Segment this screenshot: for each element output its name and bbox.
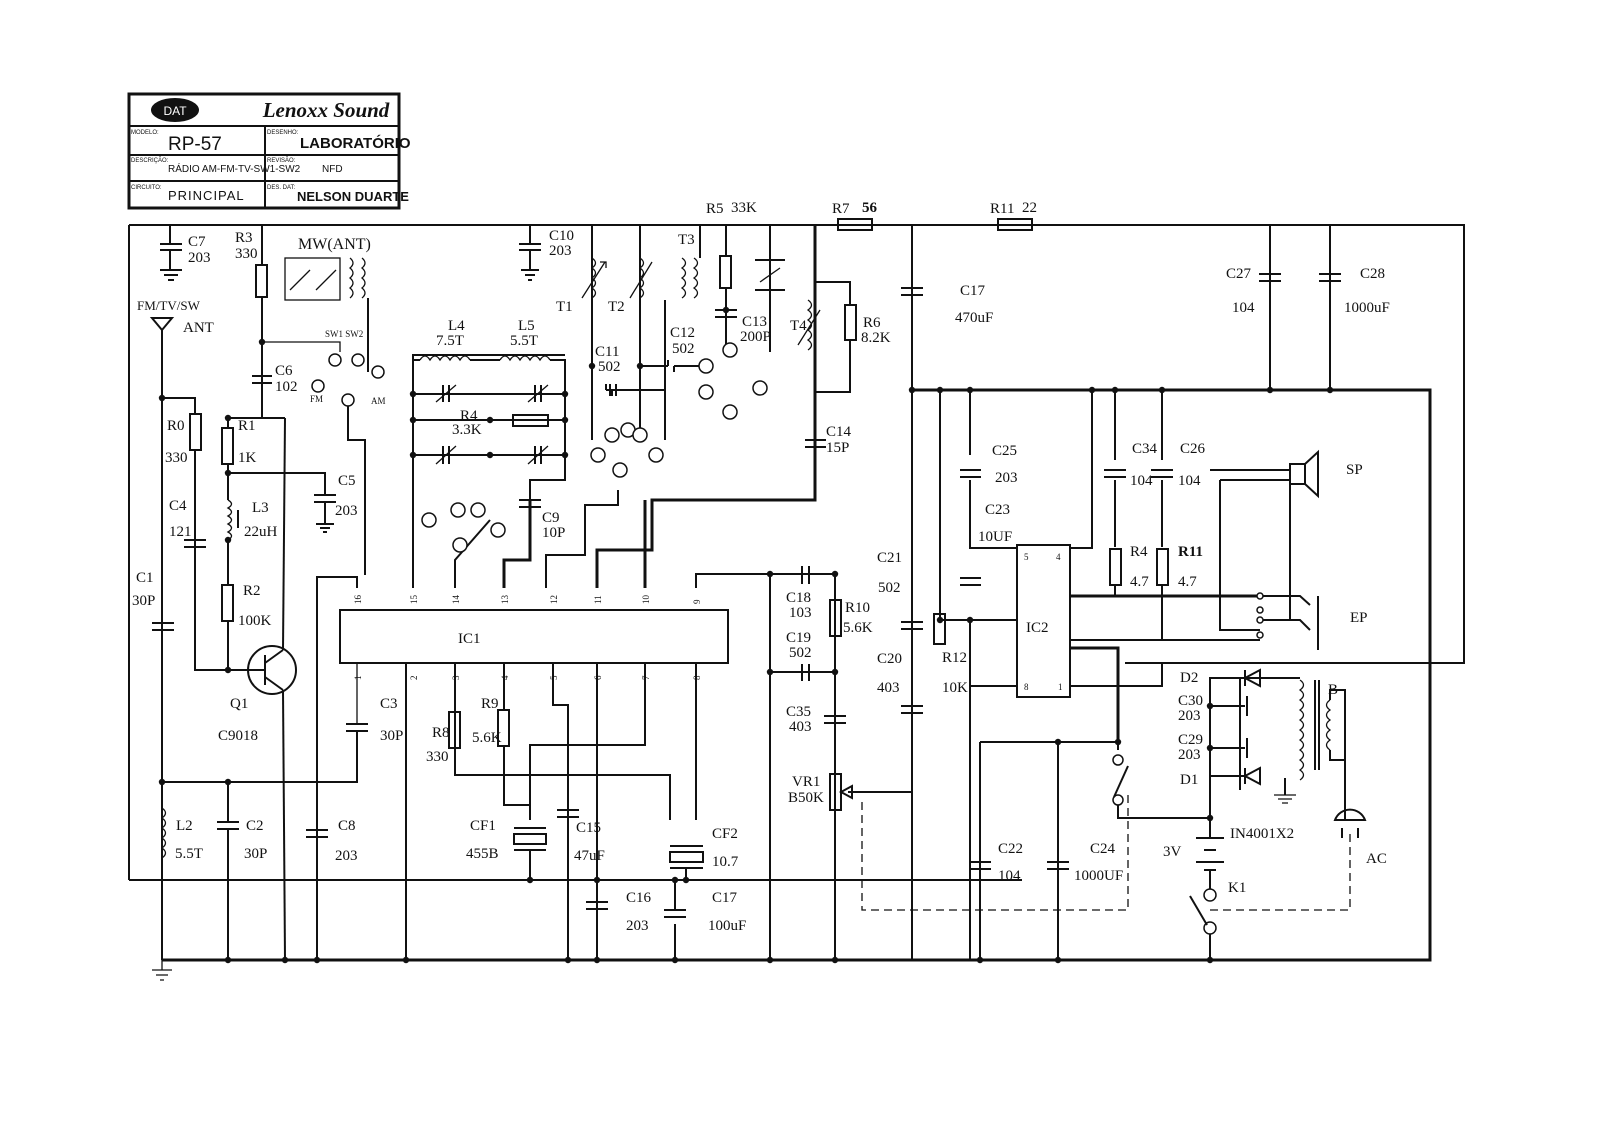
junction-dot — [637, 363, 643, 369]
junction-dot — [672, 957, 678, 963]
label-vr1-value: B50K — [788, 790, 824, 806]
label-ac: AC — [1366, 851, 1387, 867]
label-r2-value: 100K — [238, 613, 272, 629]
ic2-pin-1: 1 — [1058, 682, 1063, 692]
junction-dot — [767, 957, 773, 963]
label-d2: D2 — [1180, 670, 1199, 686]
label-c28-value: 1000uF — [1344, 300, 1390, 316]
ic1-pin-9: 9 — [692, 599, 702, 604]
junction-dot — [832, 669, 838, 675]
junction-dot — [1207, 703, 1213, 709]
label-c10: C10 — [549, 228, 575, 244]
label-c3: C3 — [380, 696, 398, 712]
label-r10-value: 5.6K — [843, 620, 873, 636]
junction-dot — [594, 957, 600, 963]
label-c25: C25 — [992, 443, 1018, 459]
label-c17b-value: 100uF — [708, 918, 747, 934]
junction-dot — [562, 417, 568, 423]
junction-dot — [589, 363, 595, 369]
label-c8-value: 203 — [335, 848, 358, 864]
label-c20-value: 403 — [877, 680, 900, 696]
label-c2: C2 — [246, 818, 264, 834]
label-c13: C13 — [742, 314, 768, 330]
label-c18-value: 103 — [789, 605, 812, 621]
ic1-pin-3: 3 — [451, 675, 461, 680]
junction-dot — [967, 387, 973, 393]
ic1-pin-6: 6 — [593, 675, 603, 680]
label-c17t-value: 470uF — [955, 310, 994, 326]
label-sp: SP — [1346, 462, 1363, 478]
label-c13-value: 200P — [740, 329, 771, 345]
label-ep: EP — [1350, 610, 1368, 626]
label-r3: R3 — [235, 230, 253, 246]
label-l4: L4 — [448, 318, 465, 334]
junction-dot — [832, 571, 838, 577]
circuit-label: CIRCUITO: — [131, 185, 162, 191]
junction-dot — [487, 452, 493, 458]
label-c6: C6 — [275, 363, 293, 379]
label-ant: ANT — [183, 320, 214, 336]
label-cf1: CF1 — [470, 818, 496, 834]
label-t2: T2 — [608, 299, 625, 315]
label-c26-value: 104 — [1178, 473, 1201, 489]
label-c7-value: 203 — [188, 250, 211, 266]
label-l2: L2 — [176, 818, 193, 834]
junction-dot — [594, 877, 600, 883]
label-c27: C27 — [1226, 266, 1252, 282]
ic1-pin-1: 1 — [353, 675, 363, 680]
junction-dot — [937, 617, 943, 623]
junction-dot — [832, 957, 838, 963]
label-c17t: C17 — [960, 283, 986, 299]
label-c24: C24 — [1090, 841, 1116, 857]
label-r4b-value: 4.7 — [1130, 574, 1149, 590]
junction-dot — [259, 339, 265, 345]
label-r8: R8 — [432, 725, 450, 741]
ic2-pin-4: 4 — [1056, 552, 1061, 562]
label-cf2: CF2 — [712, 826, 738, 842]
ic1-pin-2: 2 — [409, 675, 419, 680]
description-label: DESCRIÇÃO: — [131, 158, 169, 164]
circuit-value: PRINCIPAL — [168, 188, 245, 203]
title-block — [129, 94, 411, 208]
label-c4: C4 — [169, 498, 187, 514]
junction-dot — [909, 387, 915, 393]
junction-dot — [565, 957, 571, 963]
junction-dot — [1207, 815, 1213, 821]
designer-label: DES. DAT: — [267, 185, 296, 191]
label-r1: R1 — [238, 418, 256, 434]
junction-dot — [225, 415, 231, 421]
label-mw-ant: MW(ANT) — [298, 236, 371, 253]
label-r0: R0 — [167, 418, 185, 434]
label-c22: C22 — [998, 841, 1024, 857]
ic1-pin-7: 7 — [641, 675, 651, 680]
junction-dot — [672, 877, 678, 883]
label-c19-value: 502 — [789, 645, 812, 661]
junction-dot — [410, 452, 416, 458]
junction-dot — [1159, 387, 1165, 393]
ic1-pin-5: 5 — [549, 675, 559, 680]
label-c16: C16 — [626, 890, 652, 906]
junction-dot — [1055, 739, 1061, 745]
label-c4-value: 121 — [169, 524, 192, 540]
label-q1-value: C9018 — [218, 728, 259, 744]
label-r8-value: 330 — [426, 749, 449, 765]
junction-dot — [1207, 957, 1213, 963]
label-c5: C5 — [338, 473, 356, 489]
junction-dot — [1112, 387, 1118, 393]
label-c23-value: 10UF — [978, 529, 1013, 545]
label-c14: C14 — [826, 424, 852, 440]
junction-dot — [1055, 957, 1061, 963]
model-value: RP-57 — [168, 134, 222, 155]
label-c12-value: 502 — [672, 341, 695, 357]
label-r11-top: R11 — [990, 201, 1015, 217]
label-c15-value: 47uF — [574, 848, 605, 864]
label-c24-value: 1000UF — [1074, 868, 1124, 884]
label-c20: C20 — [877, 651, 903, 667]
junction-dot — [683, 877, 689, 883]
junction-dot — [977, 957, 983, 963]
label-fm: FM — [310, 394, 324, 404]
label-r10: R10 — [845, 600, 871, 616]
label-r6: R6 — [863, 315, 881, 331]
ic1-pin-4: 4 — [500, 675, 510, 680]
junction-dot — [410, 417, 416, 423]
junction-dot — [225, 537, 231, 543]
label-c30-value: 203 — [1178, 708, 1201, 724]
label-r7-value: 56 — [862, 200, 877, 216]
label-c25-value: 203 — [995, 470, 1018, 486]
drawing-label: DESENHO: — [267, 130, 299, 136]
label-t3: T3 — [678, 232, 695, 248]
label-l5: L5 — [518, 318, 535, 334]
label-c35-value: 403 — [789, 719, 812, 735]
label-c1-value: 30P — [132, 593, 156, 609]
label-c18: C18 — [786, 590, 812, 606]
junction-dot — [159, 779, 165, 785]
junction-dot — [314, 957, 320, 963]
label-r5-value: 33K — [731, 200, 757, 216]
label-r3-value: 330 — [235, 246, 258, 262]
label-l3: L3 — [252, 500, 269, 516]
label-c17b: C17 — [712, 890, 738, 906]
label-c30: C30 — [1178, 693, 1204, 709]
label-c19: C19 — [786, 630, 812, 646]
ic1-pin-13: 13 — [500, 595, 510, 604]
label-b: B — [1328, 682, 1339, 698]
junction-dot — [723, 307, 729, 313]
label-c12: C12 — [670, 325, 696, 341]
ic1-pin-16: 16 — [353, 595, 363, 604]
ic1-pin-14: 14 — [451, 595, 461, 604]
label-c9-value: 10P — [542, 525, 566, 541]
label-l5-value: 5.5T — [510, 333, 538, 349]
junction-dot — [1267, 387, 1273, 393]
label-l3-value: 22uH — [244, 524, 278, 540]
label-r11b: R11 — [1178, 544, 1204, 560]
junction-dot — [562, 452, 568, 458]
ic2-pin-5: 5 — [1024, 552, 1029, 562]
label-r4a-value: 3.3K — [452, 422, 482, 438]
ic1 — [340, 595, 728, 681]
label-c8: C8 — [338, 818, 356, 834]
label-l2-value: 5.5T — [175, 846, 203, 862]
ic1-pin-15: 15 — [409, 595, 419, 604]
junction-dot — [562, 391, 568, 397]
dat-logo-text: DAT — [163, 104, 187, 118]
label-c29: C29 — [1178, 732, 1204, 748]
junction-dot — [1207, 745, 1213, 751]
junction-dot — [767, 571, 773, 577]
label-c7: C7 — [188, 234, 206, 250]
label-r1-value: 1K — [238, 450, 257, 466]
label-r6-value: 8.2K — [861, 330, 891, 346]
label-q1: Q1 — [230, 696, 249, 712]
label-d1: D1 — [1180, 772, 1199, 788]
label-c14-value: 15P — [826, 440, 850, 456]
label-r11b-value: 4.7 — [1178, 574, 1197, 590]
ic1-label: IC1 — [458, 631, 481, 647]
label-c35: C35 — [786, 704, 812, 720]
label-c1: C1 — [136, 570, 154, 586]
junction-dot — [937, 387, 943, 393]
junction-dot — [1115, 739, 1121, 745]
label-sw: SW1 SW2 — [325, 329, 364, 339]
label-r7: R7 — [832, 201, 850, 217]
label-c34: C34 — [1132, 441, 1158, 457]
junction-dot — [225, 667, 231, 673]
brand-logo: Lenoxx Sound — [262, 98, 390, 122]
label-r2: R2 — [243, 583, 261, 599]
label-c10-value: 203 — [549, 243, 572, 259]
label-c15: C15 — [576, 820, 602, 836]
label-c22-value: 104 — [998, 868, 1021, 884]
revision-value: NFD — [322, 164, 343, 175]
label-c11-value: 502 — [598, 359, 621, 375]
label-antenna: FM/TV/SW — [137, 298, 200, 313]
label-c26: C26 — [1180, 441, 1206, 457]
label-r4a: R4 — [460, 408, 478, 424]
label-c27-value: 104 — [1232, 300, 1255, 316]
junction-dot — [1089, 387, 1095, 393]
ic1-pin-11: 11 — [593, 595, 603, 604]
junction-dot — [410, 391, 416, 397]
label-c2-value: 30P — [244, 846, 268, 862]
ic2-pin-8: 8 — [1024, 682, 1029, 692]
label-c5-value: 203 — [335, 503, 358, 519]
description-value: RÁDIO AM-FM-TV-SW1-SW2 — [168, 164, 301, 175]
label-c28: C28 — [1360, 266, 1386, 282]
label-battery: 3V — [1163, 844, 1182, 860]
label-c6-value: 102 — [275, 379, 298, 395]
junction-dot — [487, 417, 493, 423]
label-c34-value: 104 — [1130, 473, 1153, 489]
ic1-pin-10: 10 — [641, 595, 651, 604]
junction-dot — [225, 957, 231, 963]
label-c11: C11 — [595, 344, 620, 360]
label-r9-value: 5.6K — [472, 730, 502, 746]
label-r12: R12 — [942, 650, 968, 666]
label-c23: C23 — [985, 502, 1011, 518]
label-c16-value: 203 — [626, 918, 649, 934]
label-r9: R9 — [481, 696, 499, 712]
junction-dot — [767, 669, 773, 675]
ic1-pin-12: 12 — [549, 595, 559, 604]
label-vr1: VR1 — [792, 774, 821, 790]
label-t4: T4 — [790, 318, 807, 334]
label-c9: C9 — [542, 510, 560, 526]
model-label: MODELO: — [131, 130, 159, 136]
junction-dot — [967, 617, 973, 623]
label-t1: T1 — [556, 299, 573, 315]
label-c29-value: 203 — [1178, 747, 1201, 763]
label-c21-value: 502 — [878, 580, 901, 596]
label-r11-top-value: 22 — [1022, 200, 1037, 216]
ic2-label: IC2 — [1026, 620, 1049, 636]
label-am: AM — [371, 396, 386, 406]
label-c21: C21 — [877, 550, 903, 566]
junction-dot — [527, 877, 533, 883]
drawing-value: LABORATÓRIO — [300, 135, 411, 152]
label-r12-value: 10K — [942, 680, 968, 696]
label-k1: K1 — [1228, 880, 1247, 896]
label-r4b: R4 — [1130, 544, 1148, 560]
label-l4-value: 7.5T — [436, 333, 464, 349]
label-c3-value: 30P — [380, 728, 404, 744]
junction-dot — [225, 779, 231, 785]
label-r5: R5 — [706, 201, 724, 217]
revision-label: REVISÃO: — [267, 158, 296, 164]
designer-value: NELSON DUARTE — [297, 189, 409, 204]
junction-dot — [282, 957, 288, 963]
ic1-pin-8: 8 — [692, 675, 702, 680]
label-cf2-value: 10.7 — [712, 854, 739, 870]
junction-dot — [225, 470, 231, 476]
label-diode: IN4001X2 — [1230, 826, 1295, 842]
label-cf1-value: 455B — [466, 846, 499, 862]
labels — [132, 200, 1390, 934]
junction-dot — [159, 395, 165, 401]
ic2 — [1017, 545, 1070, 697]
junction-dot — [403, 957, 409, 963]
junction-dot — [1327, 387, 1333, 393]
label-r0-value: 330 — [165, 450, 188, 466]
